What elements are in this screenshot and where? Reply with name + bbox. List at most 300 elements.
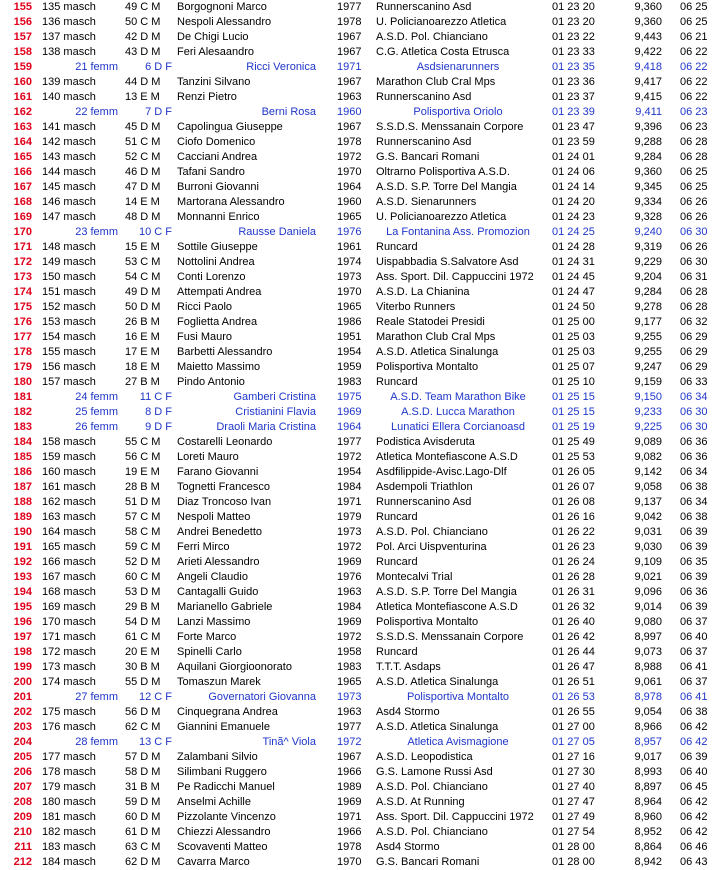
finish-time-cell: 01 27 54	[552, 826, 595, 838]
gender-rank-cell: 27 femm	[75, 691, 118, 703]
table-row	[0, 75, 726, 90]
finish-time-cell: 01 27 40	[552, 781, 595, 793]
birth-year-cell: 1970	[337, 856, 362, 868]
pace-cell: 06 42	[680, 811, 708, 823]
athlete-name-cell: Pizzolante Vincenzo	[177, 811, 276, 823]
gender-rank-cell: 25 femm	[75, 406, 118, 418]
table-row	[0, 135, 726, 150]
category-cell: 30 B M	[125, 661, 160, 673]
gender-rank-cell: 151 masch	[42, 286, 96, 298]
position-cell: 182	[13, 406, 32, 418]
position-cell: 212	[13, 856, 32, 868]
pace-cell: 06 22	[680, 61, 708, 73]
table-row	[0, 180, 726, 195]
athlete-name-cell: Costarelli Leonardo	[177, 436, 273, 448]
category-cell: 62 D M	[125, 856, 161, 868]
birth-year-cell: 1954	[337, 466, 362, 478]
position-cell: 207	[13, 781, 32, 793]
birth-year-cell: 1963	[337, 91, 362, 103]
birth-year-cell: 1973	[337, 271, 362, 283]
birth-year-cell: 1971	[337, 811, 362, 823]
position-cell: 170	[13, 226, 32, 238]
category-cell: 63 C M	[125, 841, 161, 853]
category-cell: 6 D F	[145, 61, 172, 73]
birth-year-cell: 1976	[337, 226, 362, 238]
club-cell: Marathon Club Cral Mps	[376, 331, 496, 343]
finish-time-cell: 01 26 16	[552, 511, 595, 523]
pace-cell: 06 22	[680, 91, 708, 103]
position-cell: 202	[13, 706, 32, 718]
pace-cell: 06 28	[680, 301, 708, 313]
position-cell: 199	[13, 661, 32, 673]
athlete-name-cell: Pe Radicchi Manuel	[177, 781, 275, 793]
club-cell: Ass. Sport. Dil. Cappuccini 1972	[376, 811, 534, 823]
average-speed-cell: 9,240	[634, 226, 662, 238]
gender-rank-cell: 174 masch	[42, 676, 96, 688]
finish-time-cell: 01 28 00	[552, 841, 595, 853]
table-row	[0, 165, 726, 180]
position-cell: 192	[13, 556, 32, 568]
position-cell: 177	[13, 331, 32, 343]
finish-time-cell: 01 25 53	[552, 451, 595, 463]
position-cell: 201	[13, 691, 32, 703]
birth-year-cell: 1969	[337, 556, 362, 568]
pace-cell: 06 39	[680, 751, 708, 763]
pace-cell: 06 40	[680, 766, 708, 778]
category-cell: 60 C M	[125, 571, 161, 583]
birth-year-cell: 1966	[337, 766, 362, 778]
category-cell: 58 C M	[125, 526, 161, 538]
table-row	[0, 705, 726, 720]
category-cell: 17 E M	[125, 346, 160, 358]
athlete-name-cell: Loreti Mauro	[177, 451, 239, 463]
category-cell: 53 D M	[125, 586, 161, 598]
gender-rank-cell: 148 masch	[42, 241, 96, 253]
finish-time-cell: 01 26 24	[552, 556, 595, 568]
athlete-name-cell: Ferri Mirco	[177, 541, 230, 553]
gender-rank-cell: 28 femm	[75, 736, 118, 748]
birth-year-cell: 1967	[337, 46, 362, 58]
athlete-name-cell: Maietto Massimo	[177, 361, 261, 373]
table-row	[0, 120, 726, 135]
table-row	[0, 330, 726, 345]
table-row	[0, 690, 726, 705]
gender-rank-cell: 161 masch	[42, 481, 96, 493]
average-speed-cell: 9,096	[634, 586, 662, 598]
average-speed-cell: 9,031	[634, 526, 662, 538]
athlete-name-cell: Draoli Maria Cristina	[216, 421, 316, 433]
finish-time-cell: 01 25 03	[552, 331, 595, 343]
position-cell: 161	[13, 91, 32, 103]
athlete-name-cell: Anselmi Achille	[177, 796, 251, 808]
finish-time-cell: 01 24 28	[552, 241, 595, 253]
table-row	[0, 720, 726, 735]
athlete-name-cell: Ciofo Domenico	[177, 136, 256, 148]
athlete-name-cell: Angeli Claudio	[177, 571, 248, 583]
gender-rank-cell: 135 masch	[42, 1, 96, 13]
category-cell: 31 B M	[125, 781, 160, 793]
club-cell: Podistica Avisderuta	[376, 436, 475, 448]
average-speed-cell: 9,177	[634, 316, 662, 328]
category-cell: 18 E M	[125, 361, 160, 373]
finish-time-cell: 01 23 35	[552, 61, 595, 73]
club-cell: A.S.D. Lucca Marathon	[401, 406, 515, 418]
finish-time-cell: 01 24 01	[552, 151, 595, 163]
table-row	[0, 315, 726, 330]
gender-rank-cell: 141 masch	[42, 121, 96, 133]
birth-year-cell: 1984	[337, 481, 362, 493]
pace-cell: 06 42	[680, 796, 708, 808]
category-cell: 52 C M	[125, 151, 161, 163]
position-cell: 171	[13, 241, 32, 253]
position-cell: 158	[13, 46, 32, 58]
category-cell: 29 B M	[125, 601, 160, 613]
category-cell: 44 D M	[125, 76, 161, 88]
category-cell: 49 C M	[125, 1, 161, 13]
category-cell: 45 D M	[125, 121, 161, 133]
finish-time-cell: 01 25 49	[552, 436, 595, 448]
finish-time-cell: 01 26 47	[552, 661, 595, 673]
athlete-name-cell: Tafani Sandro	[177, 166, 245, 178]
pace-cell: 06 25	[680, 166, 708, 178]
birth-year-cell: 1976	[337, 571, 362, 583]
pace-cell: 06 39	[680, 541, 708, 553]
position-cell: 181	[13, 391, 32, 403]
club-cell: A.S.D. Atletica Sinalunga	[376, 676, 499, 688]
finish-time-cell: 01 23 20	[552, 16, 595, 28]
birth-year-cell: 1970	[337, 286, 362, 298]
table-row	[0, 390, 726, 405]
pace-cell: 06 23	[680, 106, 708, 118]
average-speed-cell: 9,396	[634, 121, 662, 133]
athlete-name-cell: Fusi Mauro	[177, 331, 233, 343]
club-cell: Oltrarno Polisportiva A.S.D.	[376, 166, 510, 178]
pace-cell: 06 28	[680, 286, 708, 298]
pace-cell: 06 22	[680, 76, 708, 88]
table-row	[0, 45, 726, 60]
club-cell: A.S.D. At Running	[376, 796, 465, 808]
position-cell: 165	[13, 151, 32, 163]
gender-rank-cell: 153 masch	[42, 316, 96, 328]
average-speed-cell: 9,225	[634, 421, 662, 433]
average-speed-cell: 9,415	[634, 91, 662, 103]
finish-time-cell: 01 26 22	[552, 526, 595, 538]
club-cell: Runcard	[376, 646, 418, 658]
table-row	[0, 630, 726, 645]
average-speed-cell: 9,360	[634, 166, 662, 178]
position-cell: 190	[13, 526, 32, 538]
athlete-name-cell: Lanzi Massimo	[177, 616, 251, 628]
athlete-name-cell: Pindo Antonio	[177, 376, 245, 388]
gender-rank-cell: 168 masch	[42, 586, 96, 598]
birth-year-cell: 1974	[337, 256, 362, 268]
gender-rank-cell: 147 masch	[42, 211, 96, 223]
pace-cell: 06 38	[680, 511, 708, 523]
finish-time-cell: 01 24 50	[552, 301, 595, 313]
table-row	[0, 540, 726, 555]
category-cell: 57 D M	[125, 751, 161, 763]
position-cell: 205	[13, 751, 32, 763]
table-row	[0, 0, 726, 15]
club-cell: Atletica Montefiascone A.S.D	[376, 451, 518, 463]
pace-cell: 06 22	[680, 46, 708, 58]
pace-cell: 06 38	[680, 706, 708, 718]
category-cell: 59 C M	[125, 541, 161, 553]
table-row	[0, 525, 726, 540]
birth-year-cell: 1964	[337, 181, 362, 193]
club-cell: Runnerscanino Asd	[376, 496, 472, 508]
finish-time-cell: 01 24 14	[552, 181, 595, 193]
table-row	[0, 375, 726, 390]
club-cell: Runnerscanino Asd	[376, 136, 472, 148]
club-cell: T.T.T. Asdaps	[376, 661, 441, 673]
average-speed-cell: 9,255	[634, 346, 662, 358]
birth-year-cell: 1972	[337, 736, 362, 748]
club-cell: A.S.D. Atletica Sinalunga	[376, 346, 499, 358]
position-cell: 204	[13, 736, 32, 748]
athlete-name-cell: Attempati Andrea	[177, 286, 262, 298]
average-speed-cell: 9,030	[634, 541, 662, 553]
table-row	[0, 420, 726, 435]
gender-rank-cell: 177 masch	[42, 751, 96, 763]
position-cell: 163	[13, 121, 32, 133]
birth-year-cell: 1970	[337, 166, 362, 178]
gender-rank-cell: 175 masch	[42, 706, 96, 718]
average-speed-cell: 9,073	[634, 646, 662, 658]
table-row	[0, 60, 726, 75]
birth-year-cell: 1965	[337, 211, 362, 223]
finish-time-cell: 01 26 44	[552, 646, 595, 658]
average-speed-cell: 9,255	[634, 331, 662, 343]
average-speed-cell: 8,997	[634, 631, 662, 643]
club-cell: A.S.D. Pol. Chianciano	[376, 526, 488, 538]
gender-rank-cell: 170 masch	[42, 616, 96, 628]
position-cell: 185	[13, 451, 32, 463]
club-cell: Asd4 Stormo	[376, 841, 440, 853]
position-cell: 180	[13, 376, 32, 388]
average-speed-cell: 9,278	[634, 301, 662, 313]
position-cell: 194	[13, 586, 32, 598]
category-cell: 46 D M	[125, 166, 161, 178]
birth-year-cell: 1978	[337, 841, 362, 853]
club-cell: G.S. Bancari Romani	[376, 151, 480, 163]
athlete-name-cell: Cantagalli Guido	[177, 586, 259, 598]
category-cell: 54 C M	[125, 271, 161, 283]
average-speed-cell: 9,054	[634, 706, 662, 718]
average-speed-cell: 8,960	[634, 811, 662, 823]
athlete-name-cell: Cavarra Marco	[177, 856, 250, 868]
birth-year-cell: 1959	[337, 361, 362, 373]
club-cell: Uispabbadia S.Salvatore Asd	[376, 256, 519, 268]
position-cell: 210	[13, 826, 32, 838]
average-speed-cell: 8,942	[634, 856, 662, 868]
position-cell: 193	[13, 571, 32, 583]
position-cell: 211	[14, 841, 32, 853]
birth-year-cell: 1975	[337, 391, 362, 403]
average-speed-cell: 9,080	[634, 616, 662, 628]
average-speed-cell: 9,058	[634, 481, 662, 493]
club-cell: A.S.D. Leopodistica	[376, 751, 473, 763]
table-row	[0, 735, 726, 750]
athlete-name-cell: Ricci Veronica	[246, 61, 316, 73]
position-cell: 156	[13, 16, 32, 28]
club-cell: A.S.D. Team Marathon Bike	[390, 391, 526, 403]
average-speed-cell: 8,964	[634, 796, 662, 808]
athlete-name-cell: Forte Marco	[177, 631, 237, 643]
finish-time-cell: 01 24 31	[552, 256, 595, 268]
gender-rank-cell: 144 masch	[42, 166, 96, 178]
birth-year-cell: 1960	[337, 106, 362, 118]
position-cell: 198	[13, 646, 32, 658]
club-cell: Montecalvi Trial	[376, 571, 453, 583]
average-speed-cell: 9,017	[634, 751, 662, 763]
athlete-name-cell: Arieti Alessandro	[177, 556, 260, 568]
athlete-name-cell: Sottile Giuseppe	[177, 241, 258, 253]
table-row	[0, 15, 726, 30]
average-speed-cell: 8,966	[634, 721, 662, 733]
category-cell: 48 D M	[125, 211, 161, 223]
birth-year-cell: 1960	[337, 196, 362, 208]
average-speed-cell: 9,288	[634, 136, 662, 148]
gender-rank-cell: 173 masch	[42, 661, 96, 673]
position-cell: 174	[13, 286, 32, 298]
finish-time-cell: 01 23 37	[552, 91, 595, 103]
category-cell: 20 E M	[125, 646, 160, 658]
pace-cell: 06 30	[680, 406, 708, 418]
category-cell: 61 C M	[125, 631, 161, 643]
pace-cell: 06 33	[680, 376, 708, 388]
birth-year-cell: 1961	[337, 241, 362, 253]
athlete-name-cell: Chiezzi Alessandro	[177, 826, 271, 838]
category-cell: 55 D M	[125, 676, 161, 688]
finish-time-cell: 01 25 00	[552, 316, 595, 328]
table-row	[0, 510, 726, 525]
finish-time-cell: 01 24 06	[552, 166, 595, 178]
category-cell: 59 D M	[125, 796, 161, 808]
average-speed-cell: 9,411	[635, 106, 662, 118]
finish-time-cell: 01 23 22	[552, 31, 595, 43]
club-cell: Marathon Club Cral Mps	[376, 76, 496, 88]
birth-year-cell: 1969	[337, 616, 362, 628]
pace-cell: 06 37	[680, 616, 708, 628]
category-cell: 16 E M	[125, 331, 160, 343]
gender-rank-cell: 21 femm	[75, 61, 118, 73]
pace-cell: 06 30	[680, 226, 708, 238]
average-speed-cell: 9,021	[634, 571, 662, 583]
pace-cell: 06 30	[680, 256, 708, 268]
finish-time-cell: 01 25 15	[552, 391, 595, 403]
club-cell: G.S. Bancari Romani	[376, 856, 480, 868]
club-cell: A.S.D. Pol. Chianciano	[376, 31, 488, 43]
average-speed-cell: 9,334	[634, 196, 662, 208]
pace-cell: 06 36	[680, 586, 708, 598]
finish-time-cell: 01 24 25	[552, 226, 595, 238]
finish-time-cell: 01 26 28	[552, 571, 595, 583]
birth-year-cell: 1951	[337, 331, 362, 343]
birth-year-cell: 1965	[337, 301, 362, 313]
gender-rank-cell: 139 masch	[42, 76, 96, 88]
gender-rank-cell: 181 masch	[42, 811, 96, 823]
category-cell: 47 D M	[125, 181, 161, 193]
finish-time-cell: 01 26 08	[552, 496, 595, 508]
pace-cell: 06 45	[680, 781, 708, 793]
average-speed-cell: 9,042	[634, 511, 662, 523]
average-speed-cell: 9,229	[634, 256, 662, 268]
position-cell: 179	[13, 361, 32, 373]
club-cell: Asd4 Stormo	[376, 706, 440, 718]
category-cell: 28 B M	[125, 481, 160, 493]
pace-cell: 06 26	[680, 196, 708, 208]
birth-year-cell: 1966	[337, 826, 362, 838]
athlete-name-cell: De Chigi Lucio	[177, 31, 249, 43]
category-cell: 11 C F	[139, 391, 172, 403]
average-speed-cell: 9,089	[634, 436, 662, 448]
athlete-name-cell: Burroni Giovanni	[177, 181, 259, 193]
athlete-name-cell: Cristianini Flavia	[235, 406, 316, 418]
average-speed-cell: 9,150	[634, 391, 662, 403]
birth-year-cell: 1983	[337, 376, 362, 388]
position-cell: 206	[13, 766, 32, 778]
birth-year-cell: 1964	[337, 421, 362, 433]
table-row	[0, 660, 726, 675]
club-cell: Runnerscanino Asd	[376, 1, 472, 13]
birth-year-cell: 1977	[337, 1, 362, 13]
average-speed-cell: 9,360	[634, 16, 662, 28]
athlete-name-cell: Barbetti Alessandro	[177, 346, 273, 358]
pace-cell: 06 35	[680, 556, 708, 568]
category-cell: 56 C M	[125, 451, 161, 463]
birth-year-cell: 1973	[337, 691, 362, 703]
pace-cell: 06 41	[680, 661, 708, 673]
table-row	[0, 255, 726, 270]
pace-cell: 06 42	[680, 826, 708, 838]
pace-cell: 06 38	[680, 481, 708, 493]
finish-time-cell: 01 27 30	[552, 766, 595, 778]
club-cell: A.S.D. Pol. Chianciano	[376, 781, 488, 793]
birth-year-cell: 1967	[337, 76, 362, 88]
category-cell: 50 D M	[125, 301, 161, 313]
finish-time-cell: 01 24 47	[552, 286, 595, 298]
finish-time-cell: 01 26 23	[552, 541, 595, 553]
club-cell: Ass. Sport. Dil. Cappuccini 1972	[376, 271, 534, 283]
table-row	[0, 285, 726, 300]
category-cell: 7 D F	[145, 106, 172, 118]
gender-rank-cell: 142 masch	[42, 136, 96, 148]
pace-cell: 06 26	[680, 211, 708, 223]
club-cell: U. Policianoarezzo Atletica	[376, 16, 507, 28]
table-row	[0, 555, 726, 570]
athlete-name-cell: Governatori Giovanna	[208, 691, 316, 703]
pace-cell: 06 39	[680, 571, 708, 583]
category-cell: 9 D F	[145, 421, 172, 433]
category-cell: 42 D M	[125, 31, 161, 43]
gender-rank-cell: 179 masch	[42, 781, 96, 793]
gender-rank-cell: 184 masch	[42, 856, 96, 868]
club-cell: Pol. Arci Uispventurina	[376, 541, 487, 553]
position-cell: 172	[13, 256, 32, 268]
gender-rank-cell: 164 masch	[42, 526, 96, 538]
table-row	[0, 585, 726, 600]
gender-rank-cell: 136 masch	[42, 16, 96, 28]
average-speed-cell: 9,142	[634, 466, 662, 478]
athlete-name-cell: Martorana Alessandro	[177, 196, 285, 208]
gender-rank-cell: 156 masch	[42, 361, 96, 373]
gender-rank-cell: 162 masch	[42, 496, 96, 508]
club-cell: Reale Statodei Presidi	[376, 316, 485, 328]
pace-cell: 06 29	[680, 346, 708, 358]
finish-time-cell: 01 25 19	[552, 421, 595, 433]
gender-rank-cell: 166 masch	[42, 556, 96, 568]
